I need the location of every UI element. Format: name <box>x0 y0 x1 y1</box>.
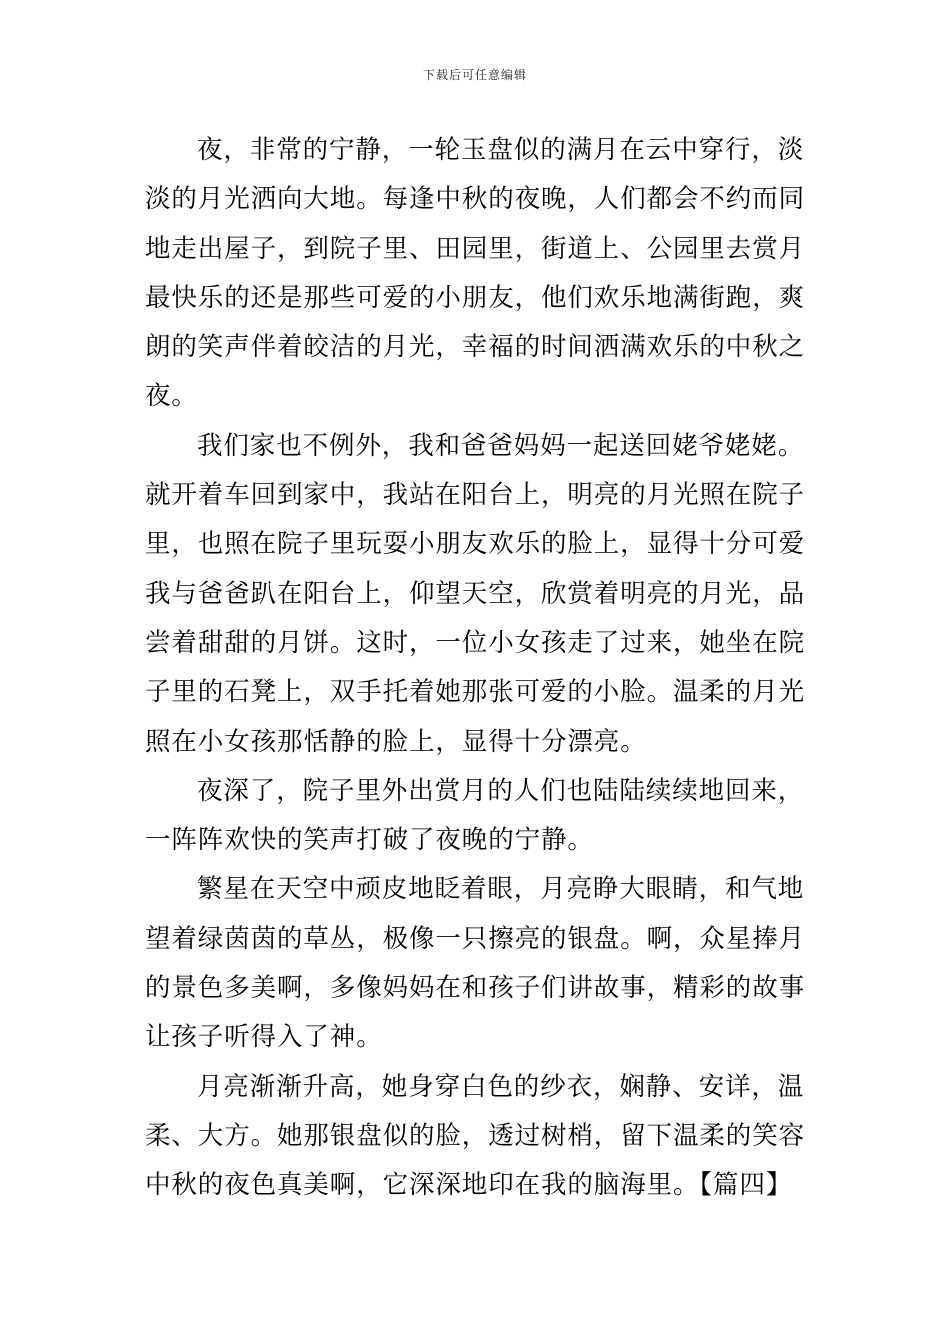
text-line: 夜。 <box>145 381 198 412</box>
text-line: 月亮渐渐升高，她身穿白色的纱衣，娴静、安详，温 <box>197 1071 805 1102</box>
text-line: 望着绿茵茵的草丛，极像一只擦亮的银盘。啊，众星捧月 <box>145 923 806 954</box>
text-line: 柔、大方。她那银盘似的脸，透过树梢，留下温柔的笑容 <box>145 1120 806 1151</box>
text-line: 淡的月光洒向大地。每逢中秋的夜晚，人们都会不约而同 <box>145 184 806 215</box>
text-line: 就开着车回到家中，我站在阳台上，明亮的月光照在院子 <box>145 480 806 511</box>
text-line: 繁星在天空中顽皮地眨着眼，月亮睁大眼睛，和气地 <box>197 874 805 905</box>
text-line: 一阵阵欢快的笑声打破了夜晚的宁静。 <box>145 825 594 856</box>
text-line: 的景色多美啊，多像妈妈在和孩子们讲故事，精彩的故事 <box>145 973 806 1004</box>
text-line: 地走出屋子，到院子里、田园里，街道上、公园里去赏月 <box>145 233 806 264</box>
header-note: 下载后可任意编辑 <box>422 68 527 82</box>
text-line: 夜，非常的宁静，一轮玉盘似的满月在云中穿行，淡 <box>197 135 805 165</box>
text-line: 最快乐的还是那些可爱的小朋友，他们欢乐地满街跑，爽 <box>145 282 806 313</box>
document-body <box>145 126 807 1211</box>
text-line: 夜深了，院子里外出赏月的人们也陆陆续续地回来， <box>197 775 805 806</box>
text-line: 子里的石凳上，双手托着她那张可爱的小脸。温柔的月光 <box>145 677 806 708</box>
text-line: 朗的笑声伴着皎洁的月光，幸福的时间洒满欢乐的中秋之 <box>145 332 806 363</box>
text-line: 照在小女孩那恬静的脸上，显得十分漂亮。 <box>145 726 647 757</box>
text-line: 里，也照在院子里玩耍小朋友欢乐的脸上，显得十分可爱 <box>145 529 806 560</box>
text-line: 我与爸爸趴在阳台上，仰望天空，欣赏着明亮的月光，品 <box>145 578 806 609</box>
text-line: 中秋的夜色真美啊，它深深地印在我的脑海里。【篇四】 <box>145 1170 793 1201</box>
text-line: 让孩子听得入了神。 <box>145 1022 383 1053</box>
text-line: 尝着甜甜的月饼。这时，一位小女孩走了过来，她坐在院 <box>145 627 806 658</box>
text-line: 我们家也不例外，我和爸爸妈妈一起送回姥爷姥姥。 <box>197 430 805 461</box>
